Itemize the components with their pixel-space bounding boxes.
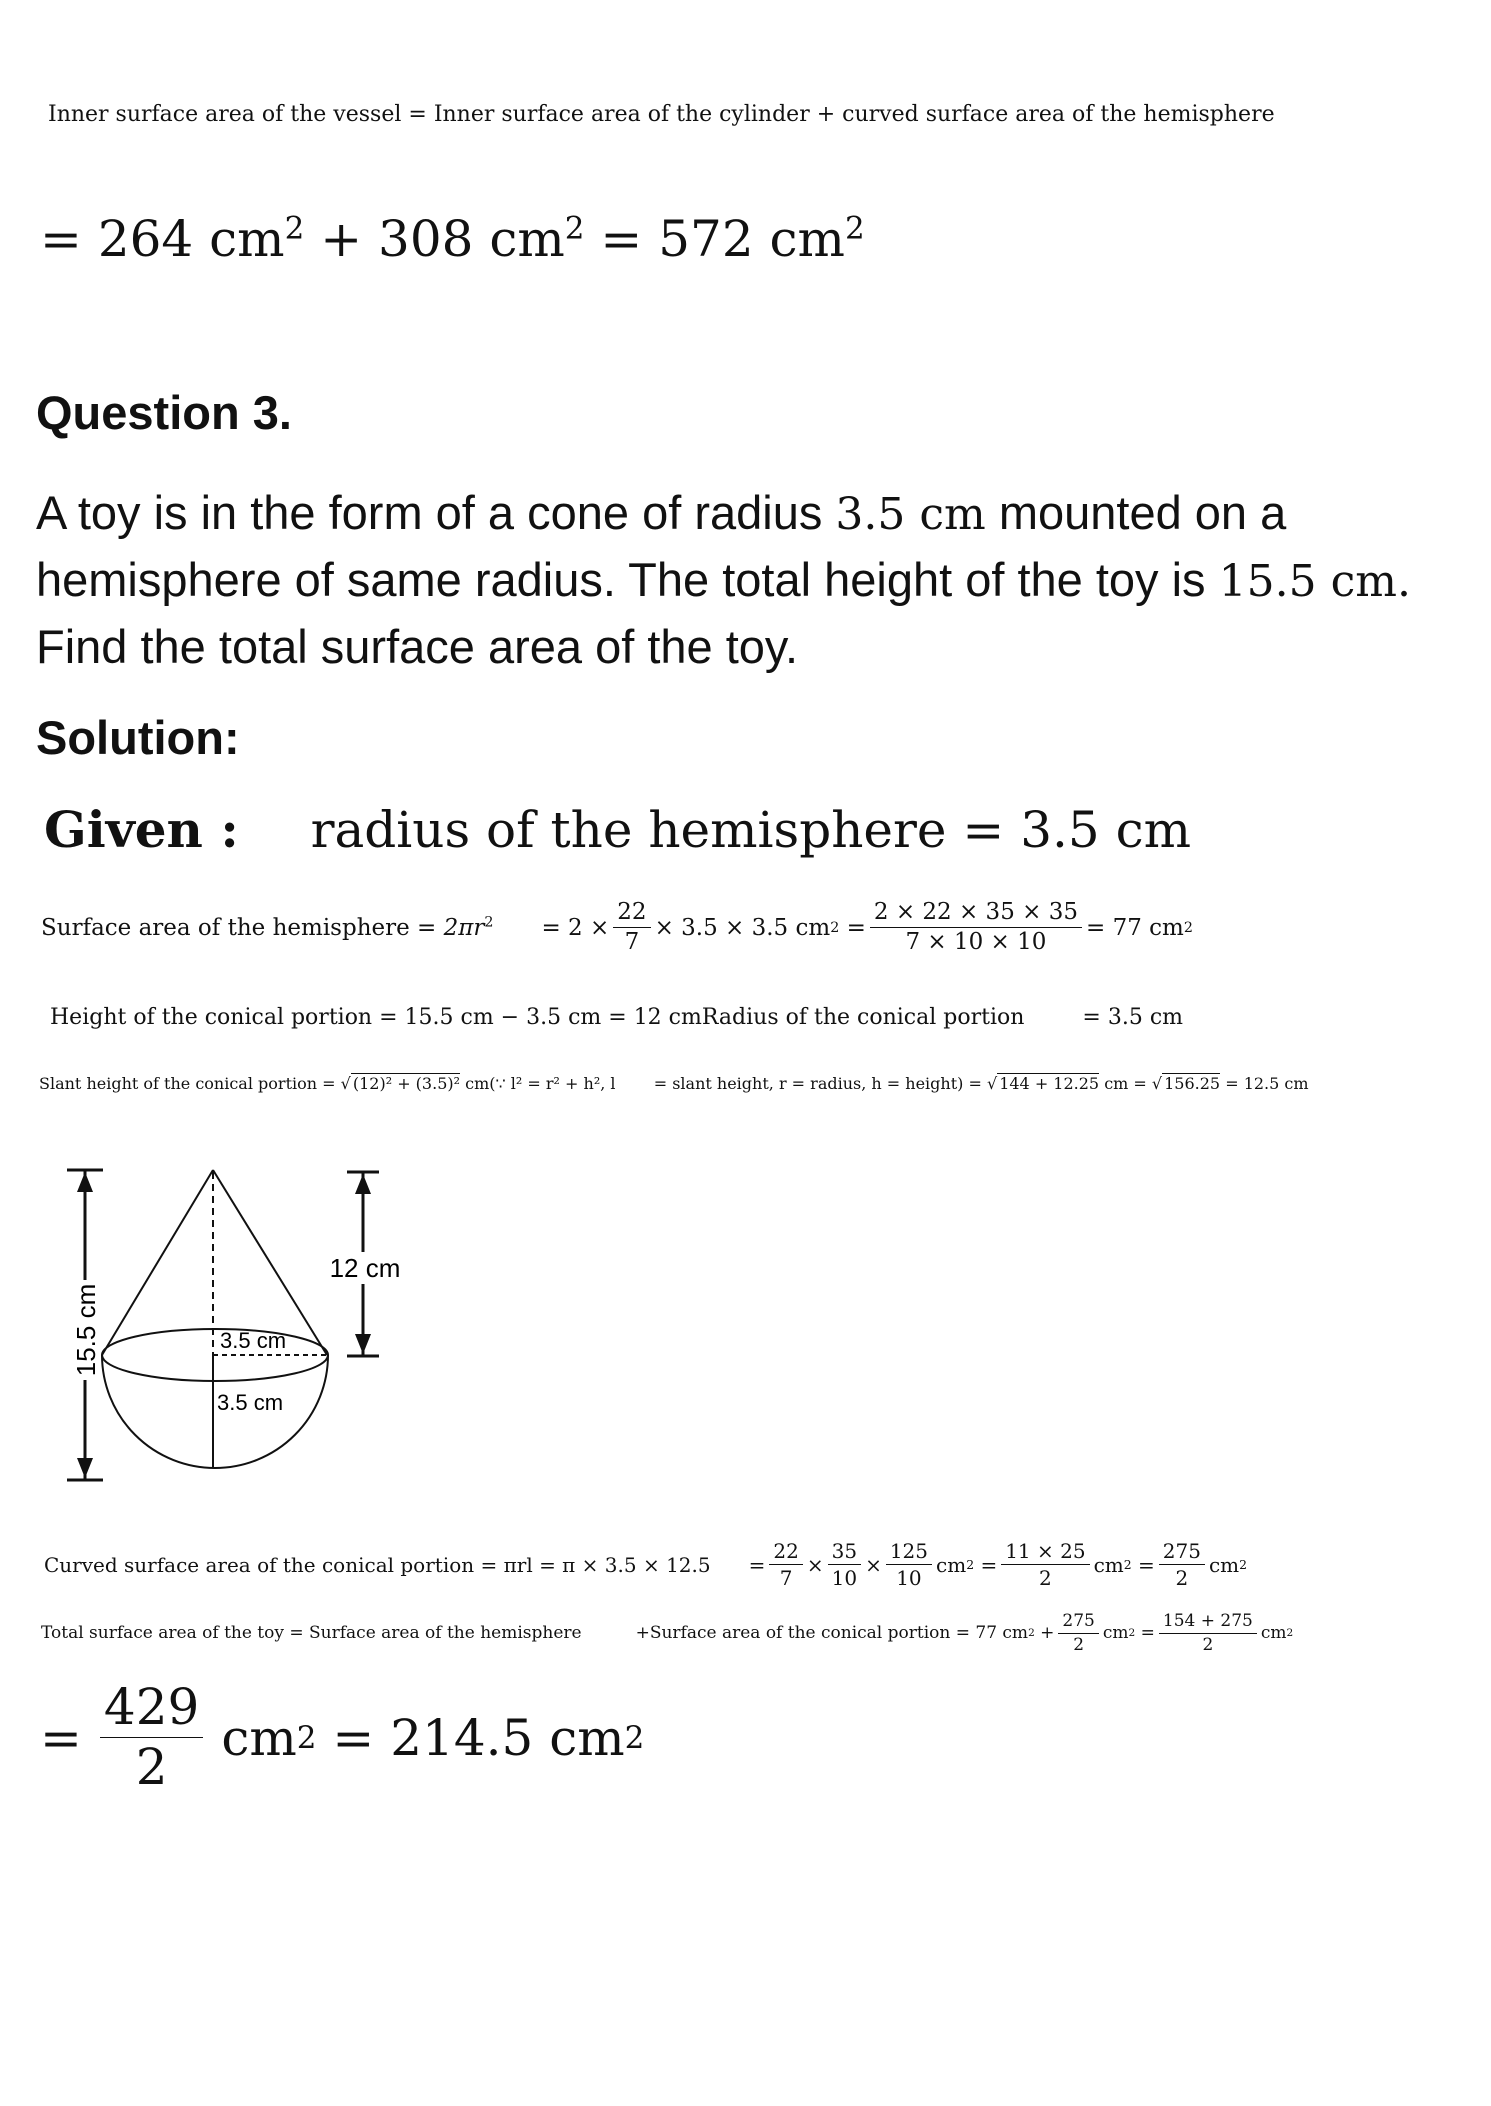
fraction — [1001, 1540, 1089, 1589]
text: 2 — [1073, 1634, 1085, 1655]
text: Slant height of the conical portion = — [39, 1074, 336, 1093]
text: = — [408, 102, 427, 127]
text: (12)² + (3.5)² — [352, 1074, 461, 1093]
text: 7 — [624, 929, 640, 956]
cone-height-label: 12 cm — [329, 1253, 401, 1283]
text: = — [980, 1552, 998, 1577]
radius-label-top: 3.5 cm — [220, 1328, 287, 1353]
text: 156.25 — [1164, 1074, 1221, 1093]
text: 22 — [769, 1540, 802, 1565]
text: 2 — [135, 1738, 168, 1796]
final-result: = $\frac{429}{2}$ cm 2 = 214.5 cm 2 — [40, 1678, 645, 1796]
text: +Surface area of the conical portion = 77 cm — [635, 1623, 1029, 1644]
text: 275 — [1159, 1540, 1205, 1565]
text: Curved surface area of the conical portion = πrl = π × 3.5 × 12.5 — [44, 1552, 711, 1577]
text: = — [40, 210, 82, 268]
slant-height-statement: Slant height of the conical portion = √ (12)² + (3.5)² cm(∵ l² = r² + h², l = slant height, r = radius, h = height) = √ 144 + 12.25 cm = √ 156.25 = 12.5 cm — [39, 1074, 1309, 1093]
text: 429 — [100, 1680, 203, 1738]
hemisphere-surface-area: Surface area of the hemisphere = $2\pi r^2$ = 2 × $\frac{22}{7}$ × 3.5 × 3.5 cm 2 = $\frac{2 \times 22 \times 35 \times 35}{7 \times 10 \times 10}$ = 77 cm 2 — [41, 899, 1193, 956]
text: × — [806, 1552, 824, 1577]
fraction — [828, 1540, 861, 1589]
text: Total surface area of the toy = Surface area of the hemisphere — [41, 1623, 582, 1644]
text: 2 — [1175, 1566, 1189, 1590]
fraction — [1159, 1540, 1205, 1589]
radius-label-bottom: 3.5 cm — [217, 1390, 284, 1415]
fraction — [613, 900, 650, 956]
text: = — [748, 1552, 766, 1577]
text: 144 + 12.25 — [999, 1074, 1100, 1093]
hemisphere-arc — [102, 1355, 328, 1468]
text: Inner surface area of the cylinder — [433, 102, 810, 127]
text: 22 — [613, 900, 650, 928]
text: cm — [1093, 1552, 1124, 1577]
text: 2πr — [443, 914, 485, 941]
text: = 12.5 cm — [1225, 1074, 1309, 1093]
text: cm — [1260, 1623, 1287, 1644]
text: cm — [1102, 1623, 1129, 1644]
toy-diagram — [55, 1160, 425, 1500]
text: Height of the conical portion = 15.5 cm − 3.5 cm = 12 cmRadius of the conical portion — [50, 1005, 1025, 1030]
text: = — [332, 1708, 375, 1767]
text: radius of the hemisphere — [310, 801, 947, 859]
text: = 3.5 cm — [1082, 1005, 1183, 1030]
text: 572 cm — [658, 210, 845, 268]
text: 3.5 cm — [835, 489, 986, 540]
question-title: Question 3. — [36, 386, 292, 439]
text: 11 × 25 — [1001, 1540, 1089, 1565]
text: = — [962, 801, 1005, 859]
text: 275 — [1058, 1612, 1098, 1634]
text: 15.5 cm. — [1218, 556, 1411, 607]
text: = — [846, 914, 866, 941]
cone-height-statement — [50, 1005, 1183, 1030]
inner-surface-area-statement — [48, 102, 1275, 127]
question-text — [36, 480, 1456, 679]
text: = — [1138, 1552, 1155, 1577]
text: 2 × 22 × 35 × 35 — [870, 900, 1082, 928]
text: 3.5 cm — [1020, 801, 1192, 859]
text: curved surface area of the hemisphere — [842, 102, 1275, 127]
solution-title: Solution: — [36, 711, 240, 764]
text: Surface area of the hemisphere — [41, 914, 410, 941]
text: = 77 cm — [1086, 914, 1184, 941]
text: Inner surface area of the vessel — [48, 102, 402, 127]
fraction — [100, 1680, 203, 1795]
text: = 2 × — [541, 914, 610, 941]
arrow-up — [77, 1172, 93, 1192]
fraction — [769, 1540, 802, 1589]
text: × — [865, 1552, 882, 1577]
text: = — [417, 914, 437, 941]
text: 214.5 cm — [390, 1708, 625, 1767]
text: mounted on a hemisphere of same radius. The total height of the toy is — [36, 486, 1287, 606]
total-height-label: 15.5 cm — [71, 1283, 101, 1377]
text: 264 cm — [97, 210, 285, 268]
text: 35 — [828, 1540, 861, 1565]
text: Find the total surface area of the toy. — [36, 620, 799, 673]
inner-surface-area-result — [40, 210, 865, 268]
text: Given : — [44, 800, 239, 859]
text: A toy is in the form of a cone of radius — [36, 486, 823, 539]
text: cm — [1208, 1552, 1240, 1577]
text: 125 — [886, 1540, 932, 1565]
text: 2 — [484, 914, 494, 931]
text: 2 — [564, 210, 585, 247]
text: + — [816, 102, 836, 127]
text: cm = — [1104, 1074, 1147, 1093]
text: + — [320, 210, 363, 268]
text: = — [600, 210, 643, 268]
text: 308 cm — [378, 210, 565, 268]
text: 2 — [284, 210, 305, 247]
text: cm(∵ l² = r² + h², l — [465, 1074, 616, 1093]
fraction — [886, 1540, 932, 1589]
text: 2 — [1202, 1634, 1214, 1655]
text: cm — [936, 1552, 967, 1577]
text: 154 + 275 — [1159, 1612, 1257, 1634]
arrow-down — [77, 1458, 93, 1478]
text: = — [40, 1708, 82, 1767]
text: × 3.5 × 3.5 cm — [654, 914, 831, 941]
cone-curved-surface-area: Curved surface area of the conical portion = πrl = π × 3.5 × 12.5 = $\frac{22}{7}$ × $\frac{35}{10}$ × $\frac{125}{10}$ cm 2 = $\frac{11 \times 25}{2}$ cm 2 = $\frac{275}{2}$ cm 2 — [44, 1539, 1248, 1590]
text: + — [1040, 1623, 1055, 1644]
text: 7 — [779, 1566, 793, 1590]
arrow-down — [355, 1334, 371, 1354]
arrow-up — [355, 1174, 371, 1194]
fraction — [870, 900, 1082, 956]
text: 2 — [1039, 1566, 1052, 1590]
text: 10 — [831, 1566, 858, 1590]
text: cm — [221, 1708, 297, 1767]
given-statement — [44, 800, 1191, 859]
fraction — [1058, 1612, 1098, 1654]
text: 7 × 10 × 10 — [905, 929, 1047, 956]
toy-total-surface-area: Total surface area of the toy = Surface area of the hemisphere +Surface area of the conical portion = 77 cm 2 + $\frac{275}{2}$ cm 2 = $\frac{154 + 275}{2}$ cm 2 — [41, 1611, 1294, 1655]
cone-left-edge — [102, 1170, 213, 1355]
text: = slant height, r = radius, h = height) = — [653, 1074, 982, 1093]
fraction — [1159, 1612, 1257, 1654]
text: 10 — [896, 1566, 922, 1590]
text: 2 — [844, 210, 865, 247]
